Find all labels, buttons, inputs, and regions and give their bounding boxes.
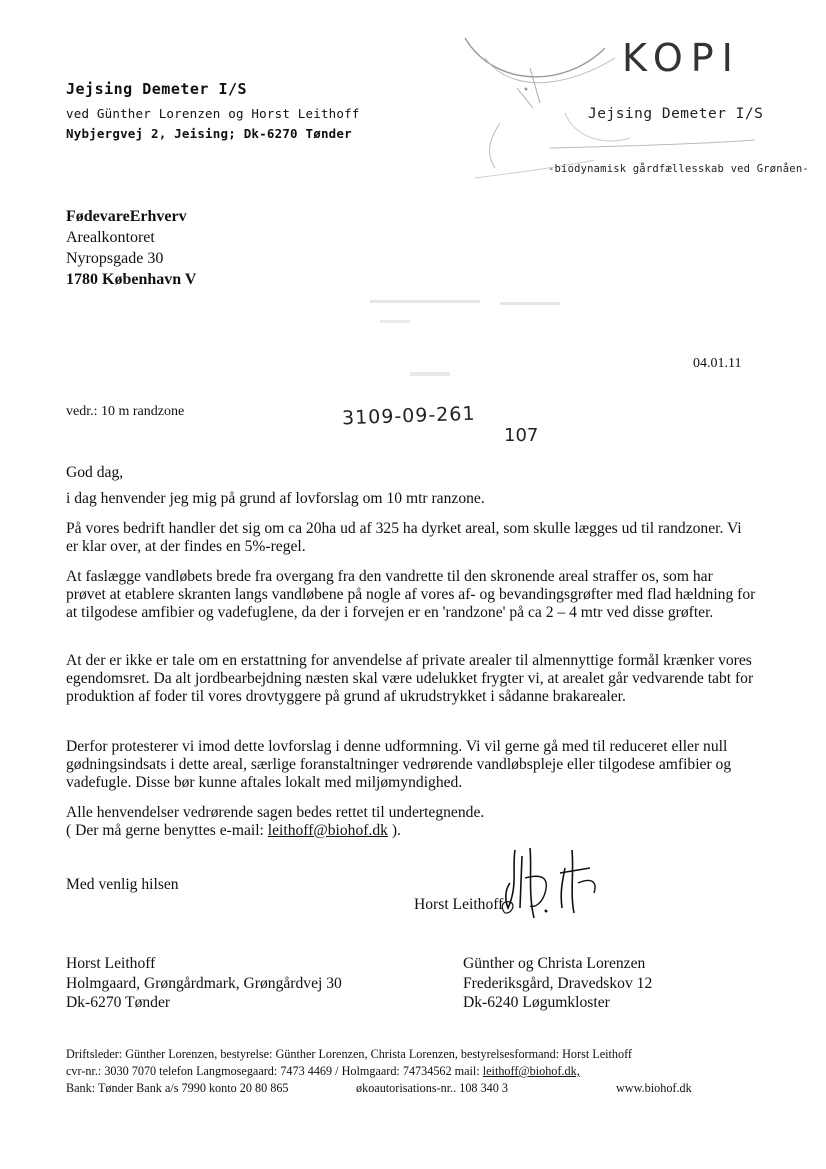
paragraph-1: i dag henvender jeg mig på grund af lovforslag om 10 mtr ranzone. (66, 490, 485, 507)
address-left-line-2: Dk-6270 Tønder (66, 994, 171, 1011)
paragraph-3: At faslægge vandløbets brede fra overgang fra den vandrette til den skronende areal straffer os, som har prøvet at etablere skranten langs vandløbene på nogle af vores af- og bevandingsgrøfter med flad hældning for at tilgodese amfibier og vadefuglene, da der i forvejen er en 'randzone' på ca 2 – 4 mtr ved disse grøfter. (66, 568, 756, 621)
email-link[interactable]: leithoff@biohof.dk (267, 822, 388, 839)
paragraph-4: At der er ikke er tale om en erstattning for anvendelse af private arealer til almennyttige formål krænker vores egendomsret. Da alt jordbearbejdning næsten skal være udelukket frygter vi, at arealet går vedvarende tabt for produktion af foder til vores drovtyggere på grund af ukrudstrykket i sådanne brakarealer. (66, 652, 754, 705)
footer-eco-auth: økoautorisations-nr.. 108 340 3 (356, 1081, 508, 1095)
logo-tagline: -biodynamisk gårdfællesskab ved Grønåen- (548, 163, 809, 175)
paragraph-5: Derfor protesterer vi imod dette lovforslag i denne udformning. Vi vil gerne gå med til reduceret eller null gødningsindsats i dette areal, særlige foranstaltninger vedrørende vandløbspleje eller tilgodese amfibier og vadefugle. Disse bør kunne aftales lokalt med miljømyndighed. (66, 738, 732, 791)
footer-bank: Bank: Tønder Bank a/s 7990 konto 20 80 865 (66, 1081, 289, 1095)
footer-line-3 (66, 1080, 766, 1097)
footer-website[interactable]: www.biohof.dk (616, 1081, 692, 1095)
closing: Med venlig hilsen (66, 876, 179, 893)
footer-contact: cvr-nr.: 3030 7070 telefon Langmosegaard: 7473 4469 / Holmgaard: 74734562 mail: (66, 1064, 483, 1078)
greeting: God dag, (66, 464, 124, 481)
subject-text: vedr.: 10 m randzone (66, 404, 185, 419)
footer-line-1: Driftsleder: Günther Lorenzen, bestyrelse: Günther Lorenzen, Christa Lorenzen, bestyrelsesformand: Horst Leithoff (66, 1047, 632, 1061)
recipient-line-4: 1780 København V (66, 271, 197, 288)
recipient-line-2: Arealkontoret (66, 229, 155, 246)
bleed-through-marks (370, 300, 570, 390)
journal-sub-number: 107 (504, 425, 539, 446)
address-right (463, 954, 763, 1013)
email-intro: ( Der må gerne benyttes e-mail: (66, 822, 268, 839)
address-right-name: Günther og Christa Lorenzen (463, 955, 646, 972)
subject-reference (66, 404, 184, 420)
paragraph-6-line-1: Alle henvendelser vedrørende sagen bedes rettet til undertegnende. (66, 804, 485, 821)
footer-email-link[interactable]: leithoff@biohof.dk, (482, 1064, 580, 1078)
kopi-stamp: KOPI (622, 36, 741, 80)
logo-name: Jejsing Demeter I/S (588, 106, 764, 122)
sender-line-1: ved Günther Lorenzen og Horst Leithoff (66, 106, 360, 121)
letter-date: 04.01.11 (693, 356, 742, 371)
address-right-line-2: Dk-6240 Løgumkloster (463, 994, 610, 1011)
handwritten-signature (490, 838, 620, 928)
signer-name: Horst Leithoff (414, 896, 504, 913)
journal-number: 3109-09-261 (341, 402, 476, 430)
paragraph-2: På vores bedrift handler det sig om ca 20ha ud af 325 ha dyrket areal, som skulle lægges ud til randzoner. Vi er klar over, at der findes en 5%-regel. (66, 520, 742, 555)
sender-line-2: Nybjergvej 2, Jeising; Dk-6270 Tønder (66, 126, 352, 141)
recipient-line-1: FødevareErhverv (66, 208, 187, 225)
address-left-name: Horst Leithoff (66, 955, 156, 972)
footer-line-2 (66, 1063, 766, 1080)
email-outro: ). (387, 822, 401, 839)
address-right-line-1: Frederiksgård, Dravedskov 12 (463, 974, 653, 992)
sender-name: Jejsing Demeter I/S (66, 80, 248, 98)
recipient-line-3: Nyropsgade 30 (66, 250, 164, 267)
paragraph-6-line-2 (66, 822, 756, 840)
address-left (66, 954, 396, 1013)
address-left-line-1: Holmgaard, Grøngårdmark, Grøngårdvej 30 (66, 974, 342, 992)
